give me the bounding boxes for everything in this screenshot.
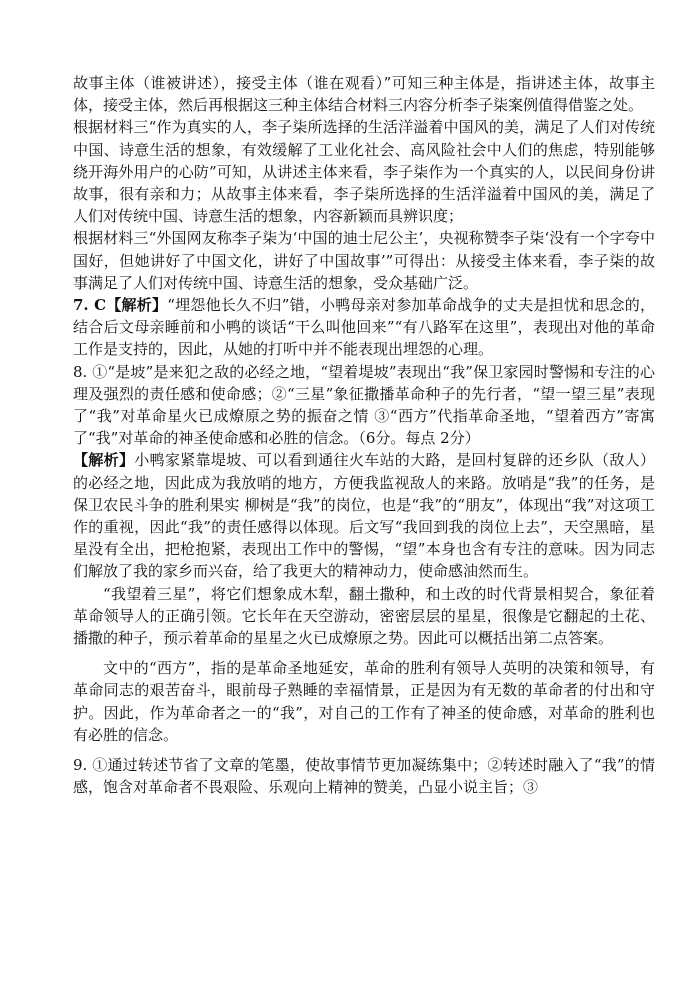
answer-8-analysis-three-stars: “我望着三星”，将它们想象成木犁，翻土撒种，和土改的时代背景相契合，象征着革命领导人的正确引领。它长年在天空游动，密密层层的星星，很像是它翻起的土花、播撒的种子，预示着革命的星星之火已成燎原之势。因此可以概括出第二点答案。 [73, 584, 655, 648]
answer-9: 9. ①通过转述节省了文章的笔墨，使故事情节更加凝练集中；②转述时融入了“我”的情感，饱含对革命者不畏艰险、乐观向上精神的赞美，凸显小说主旨；③ [73, 756, 655, 797]
answer-8-analysis-text: 小鸭家紧靠堤坡、可以看到通往火车站的大路，是回村复辟的还乡队（敌人）的必经之地，因此成为我放哨的地方，方便我监视敌人的来路。放哨是“我”的任务，是保卫农民斗争的胜利果实 柳树是“我”的岗位，也是“我”的“朋友”，体现出“我”对这项工作的重视，因此“我”的责任感得以体现。后文写“我回到我的岗位上去”，天空黑暗，星星没有全出，把枪抱紧，表现出工作中的警惕，“望”本身也含有专注的意味。因为同志们解放了我的家乡而兴奋，给了我更大的精神动力，使命感油然而生。 [73, 451, 655, 581]
answer-8-analysis-label: 【解析】 [73, 451, 135, 470]
answer-8-analysis-west: 文中的“西方”，指的是革命圣地延安，革命的胜利有领导人英明的决策和领导，有革命同志的艰苦奋斗，眼前母子熟睡的幸福情景，正是因为有无数的革命者的付出和守护。因此，作为革命者之一的“我”，对自己的工作有了神圣的使命感，对革命的胜利也有必胜的信念。 [73, 659, 655, 744]
answer-8-analysis [73, 449, 655, 582]
answer-7 [73, 294, 655, 361]
paragraph-material-intro: 故事主体（谁被讲述），接受主体（谁在观看）”可知三种主体是，指讲述主体，故事主体，接受主体，然后再根据这三种主体结合材料三内容分析李子柒案例值得借鉴之处。 [73, 74, 655, 115]
paragraph-material-three-authenticity: 根据材料三“作为真实的人，李子柒所选择的生活洋溢着中国风的美，满足了人们对传统中国、诗意生活的想象，有效缓解了工业化社会、高风险社会中人们的焦虑，特别能够绕开海外用户的心防”可知，从讲述主体来看，李子柒作为一个真实的人，以民间身份讲故事，很有亲和力；从故事主体来看，李子柒所选择的生活洋溢着中国风的美，满足了人们对传统中国、诗意生活的想象，内容新颖而具辨识度； [73, 118, 655, 226]
answer-7-label: 7. C【解析】 [73, 296, 168, 315]
paragraph-material-three-audience: 根据材料三“外国网友称李子柒为‘中国的迪士尼公主’，央视称赞李子柒‘没有一个字夸中国好，但她讲好了中国文化，讲好了中国故事’”可得出：从接受主体来看，李子柒的故事满足了人们对传统中国、诗意生活的想象，受众基础广泛。 [73, 229, 655, 292]
answer-7-text: “埋怨他长久不归”错，小鸭母亲对参加革命战争的丈夫是担忧和思念的，结合后文母亲睡前和小鸭的谈话“干么叫他回来”“有八路军在这里”，表现出对他的革命工作是支持的，因此，从她的打听中并不能表现出埋怨的心理。 [73, 296, 655, 359]
answer-8: 8. ①“是坡”是来犯之敌的必经之地，“望着堤坡”表现出“我”保卫家园时警惕和专注的心理及强烈的责任感和使命感；②“三星”象征撒播革命种子的先行者，“望一望三星”表现了“我”对革命星火已成燎原之势的振奋之情 ③“西方”代指革命圣地，“望着西方”寄寓了“我”对革命的神圣使命感和必胜的信念。（6分。每点 2分） [73, 362, 655, 448]
